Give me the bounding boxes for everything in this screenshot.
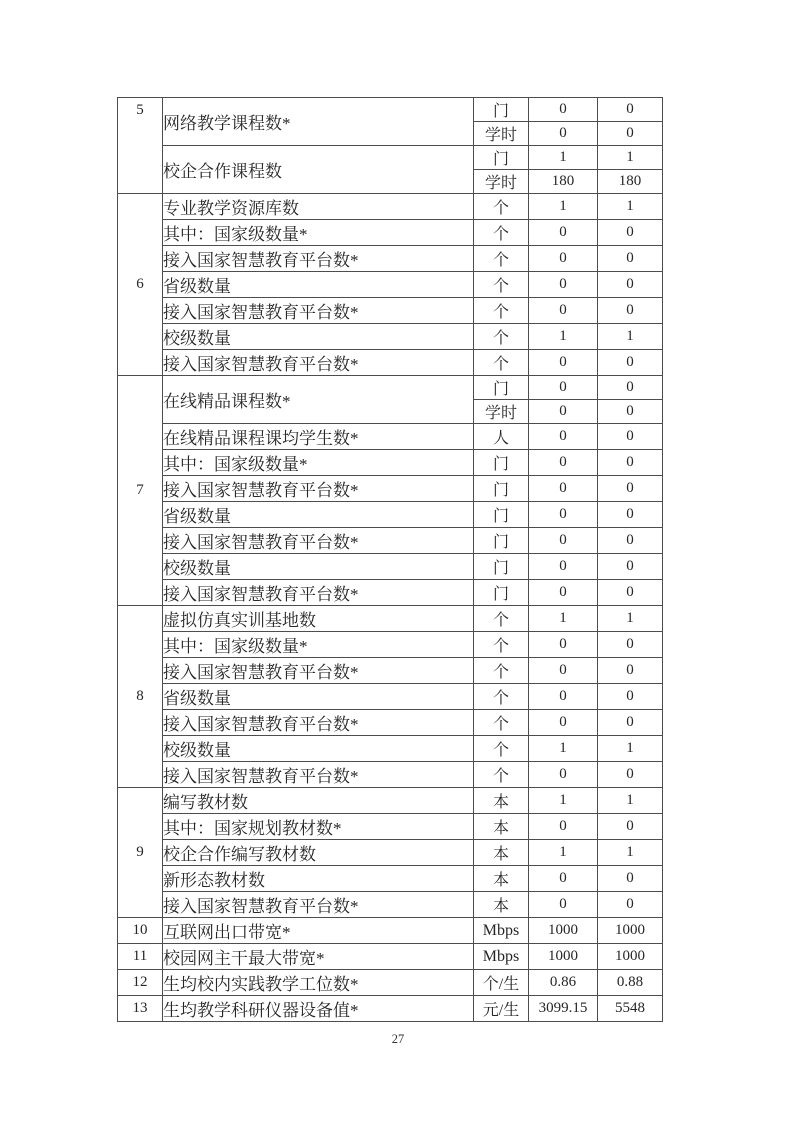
item-label-cell: 其中：国家级数量* (163, 450, 474, 476)
unit-cell: 人 (474, 424, 529, 450)
table-row (118, 450, 663, 476)
row-number-cell: 7 (118, 376, 163, 606)
table-row (118, 762, 663, 788)
item-label-cell: 编写教材数 (163, 788, 474, 814)
unit-cell: 本 (474, 814, 529, 840)
table-row (118, 736, 663, 762)
value-col1-cell: 1 (529, 788, 598, 814)
item-label-cell: 省级数量 (163, 272, 474, 298)
value-col1-cell: 0 (529, 350, 598, 376)
value-col2-cell: 0 (598, 272, 663, 298)
item-label-cell: 在线精品课程课均学生数* (163, 424, 474, 450)
value-col1-cell: 0 (529, 762, 598, 788)
unit-cell: 个 (474, 246, 529, 272)
value-col1-cell: 0 (529, 528, 598, 554)
value-col1-cell: 0 (529, 400, 598, 424)
table-row (118, 918, 663, 944)
value-col2-cell: 0 (598, 658, 663, 684)
value-col2-cell: 0 (598, 814, 663, 840)
unit-cell: 个 (474, 220, 529, 246)
value-col1-cell: 1 (529, 324, 598, 350)
unit-cell: 个 (474, 632, 529, 658)
unit-cell: 学时 (474, 170, 529, 194)
item-label-cell: 虚拟仿真实训基地数 (163, 606, 474, 632)
value-col1-cell: 0 (529, 892, 598, 918)
item-label-cell: 其中：国家级数量* (163, 632, 474, 658)
value-col2-cell: 0 (598, 298, 663, 324)
table-row (118, 580, 663, 606)
item-label-cell: 网络教学课程数* (163, 98, 474, 146)
value-col1-cell: 1 (529, 606, 598, 632)
item-label-cell: 接入国家智慧教育平台数* (163, 580, 474, 606)
value-col2-cell: 0 (598, 350, 663, 376)
value-col2-cell: 0 (598, 632, 663, 658)
value-col2-cell: 1 (598, 606, 663, 632)
value-col1-cell: 0 (529, 554, 598, 580)
item-label-cell: 新形态教材数 (163, 866, 474, 892)
table-row (118, 684, 663, 710)
unit-cell: 门 (474, 580, 529, 606)
unit-cell: 个 (474, 350, 529, 376)
value-col2-cell: 0 (598, 580, 663, 606)
value-col2-cell: 0 (598, 376, 663, 400)
table-row (118, 476, 663, 502)
value-col1-cell: 0 (529, 220, 598, 246)
unit-cell: 个 (474, 710, 529, 736)
unit-cell: 个 (474, 736, 529, 762)
value-col1-cell: 0 (529, 632, 598, 658)
unit-cell: 学时 (474, 122, 529, 146)
page-number: 27 (391, 1032, 405, 1046)
table-row (118, 554, 663, 580)
value-col2-cell: 0 (598, 98, 663, 122)
table-row (118, 658, 663, 684)
value-col1-cell: 0 (529, 814, 598, 840)
value-col2-cell: 0 (598, 450, 663, 476)
value-col1-cell: 0 (529, 580, 598, 606)
item-label-cell: 接入国家智慧教育平台数* (163, 350, 474, 376)
row-number-cell: 13 (118, 996, 163, 1022)
value-col1-cell: 0 (529, 684, 598, 710)
row-number-cell: 12 (118, 970, 163, 996)
value-col1-cell: 1000 (529, 918, 598, 944)
item-label-cell: 接入国家智慧教育平台数* (163, 528, 474, 554)
value-col2-cell: 0.88 (598, 970, 663, 996)
value-col2-cell: 1000 (598, 944, 663, 970)
value-col2-cell: 0 (598, 684, 663, 710)
value-col2-cell: 0 (598, 476, 663, 502)
table-row (118, 866, 663, 892)
value-col1-cell: 0 (529, 272, 598, 298)
table-row (118, 788, 663, 814)
value-col2-cell: 1 (598, 736, 663, 762)
value-col2-cell: 0 (598, 892, 663, 918)
item-label-cell: 生均教学科研仪器设备值* (163, 996, 474, 1022)
value-col2-cell: 1000 (598, 918, 663, 944)
unit-cell: 学时 (474, 400, 529, 424)
table-row (118, 194, 663, 220)
item-label-cell: 互联网出口带宽* (163, 918, 474, 944)
unit-cell: 个 (474, 324, 529, 350)
unit-cell: 门 (474, 98, 529, 122)
table-row (118, 528, 663, 554)
report-table-body (118, 98, 663, 1022)
table-row (118, 98, 663, 122)
value-col1-cell: 3099.15 (529, 996, 598, 1022)
table-row (118, 424, 663, 450)
item-label-cell: 校级数量 (163, 736, 474, 762)
table-row (118, 606, 663, 632)
value-col2-cell: 180 (598, 170, 663, 194)
unit-cell: 元/生 (474, 996, 529, 1022)
item-label-cell: 专业教学资源库数 (163, 194, 474, 220)
value-col1-cell: 1 (529, 840, 598, 866)
value-col2-cell: 1 (598, 194, 663, 220)
item-label-cell: 其中：国家规划教材数* (163, 814, 474, 840)
table-row (118, 814, 663, 840)
unit-cell: 个 (474, 762, 529, 788)
value-col2-cell: 1 (598, 788, 663, 814)
table-row (118, 376, 663, 400)
row-number-cell: 8 (118, 606, 163, 788)
table-row (118, 220, 663, 246)
value-col2-cell: 1 (598, 146, 663, 170)
item-label-cell: 校企合作课程数 (163, 146, 474, 194)
value-col1-cell: 1 (529, 736, 598, 762)
report-table (117, 97, 663, 1022)
item-label-cell: 生均校内实践教学工位数* (163, 970, 474, 996)
value-col1-cell: 180 (529, 170, 598, 194)
unit-cell: 个 (474, 272, 529, 298)
item-label-cell: 省级数量 (163, 684, 474, 710)
unit-cell: 本 (474, 840, 529, 866)
row-number-cell: 5 (118, 98, 163, 194)
value-col1-cell: 0 (529, 246, 598, 272)
table-row (118, 892, 663, 918)
row-number-cell: 6 (118, 194, 163, 376)
item-label-cell: 接入国家智慧教育平台数* (163, 246, 474, 272)
value-col2-cell: 0 (598, 424, 663, 450)
unit-cell: 门 (474, 502, 529, 528)
value-col2-cell: 1 (598, 840, 663, 866)
table-row (118, 324, 663, 350)
value-col2-cell: 0 (598, 762, 663, 788)
value-col2-cell: 0 (598, 502, 663, 528)
unit-cell: 门 (474, 376, 529, 400)
value-col2-cell: 0 (598, 528, 663, 554)
value-col2-cell: 0 (598, 122, 663, 146)
table-row (118, 298, 663, 324)
value-col1-cell: 0 (529, 424, 598, 450)
value-col1-cell: 0 (529, 476, 598, 502)
value-col1-cell: 1 (529, 194, 598, 220)
item-label-cell: 校园网主干最大带宽* (163, 944, 474, 970)
unit-cell: 个 (474, 194, 529, 220)
unit-cell: 个 (474, 298, 529, 324)
table-row (118, 840, 663, 866)
value-col2-cell: 0 (598, 554, 663, 580)
value-col1-cell: 0 (529, 658, 598, 684)
unit-cell: 门 (474, 450, 529, 476)
value-col1-cell: 0 (529, 298, 598, 324)
value-col2-cell: 0 (598, 246, 663, 272)
item-label-cell: 接入国家智慧教育平台数* (163, 892, 474, 918)
row-number-cell: 9 (118, 788, 163, 918)
item-label-cell: 接入国家智慧教育平台数* (163, 298, 474, 324)
value-col2-cell: 0 (598, 220, 663, 246)
unit-cell: 本 (474, 892, 529, 918)
unit-cell: 门 (474, 528, 529, 554)
value-col1-cell: 0 (529, 122, 598, 146)
unit-cell: 个/生 (474, 970, 529, 996)
table-row (118, 996, 663, 1022)
table-row (118, 970, 663, 996)
unit-cell: 个 (474, 684, 529, 710)
table-row (118, 146, 663, 170)
item-label-cell: 接入国家智慧教育平台数* (163, 710, 474, 736)
unit-cell: 个 (474, 606, 529, 632)
value-col1-cell: 0.86 (529, 970, 598, 996)
row-number-cell: 10 (118, 918, 163, 944)
value-col1-cell: 0 (529, 376, 598, 400)
table-row (118, 632, 663, 658)
table-row (118, 350, 663, 376)
item-label-cell: 省级数量 (163, 502, 474, 528)
unit-cell: 本 (474, 788, 529, 814)
table-row (118, 272, 663, 298)
value-col1-cell: 0 (529, 710, 598, 736)
value-col1-cell: 1 (529, 146, 598, 170)
value-col2-cell: 1 (598, 324, 663, 350)
item-label-cell: 其中：国家级数量* (163, 220, 474, 246)
item-label-cell: 校企合作编写教材数 (163, 840, 474, 866)
unit-cell: 门 (474, 554, 529, 580)
item-label-cell: 接入国家智慧教育平台数* (163, 658, 474, 684)
value-col2-cell: 0 (598, 710, 663, 736)
item-label-cell: 校级数量 (163, 324, 474, 350)
value-col1-cell: 0 (529, 450, 598, 476)
table-row (118, 710, 663, 736)
item-label-cell: 接入国家智慧教育平台数* (163, 476, 474, 502)
table-row (118, 502, 663, 528)
unit-cell: Mbps (474, 918, 529, 944)
unit-cell: 门 (474, 476, 529, 502)
value-col1-cell: 1000 (529, 944, 598, 970)
value-col1-cell: 0 (529, 502, 598, 528)
value-col2-cell: 5548 (598, 996, 663, 1022)
value-col2-cell: 0 (598, 400, 663, 424)
item-label-cell: 在线精品课程数* (163, 376, 474, 424)
table-row (118, 246, 663, 272)
unit-cell: Mbps (474, 944, 529, 970)
table-row (118, 944, 663, 970)
item-label-cell: 接入国家智慧教育平台数* (163, 762, 474, 788)
unit-cell: 个 (474, 658, 529, 684)
unit-cell: 本 (474, 866, 529, 892)
item-label-cell: 校级数量 (163, 554, 474, 580)
value-col2-cell: 0 (598, 866, 663, 892)
unit-cell: 门 (474, 146, 529, 170)
value-col1-cell: 0 (529, 866, 598, 892)
value-col1-cell: 0 (529, 98, 598, 122)
row-number-cell: 11 (118, 944, 163, 970)
